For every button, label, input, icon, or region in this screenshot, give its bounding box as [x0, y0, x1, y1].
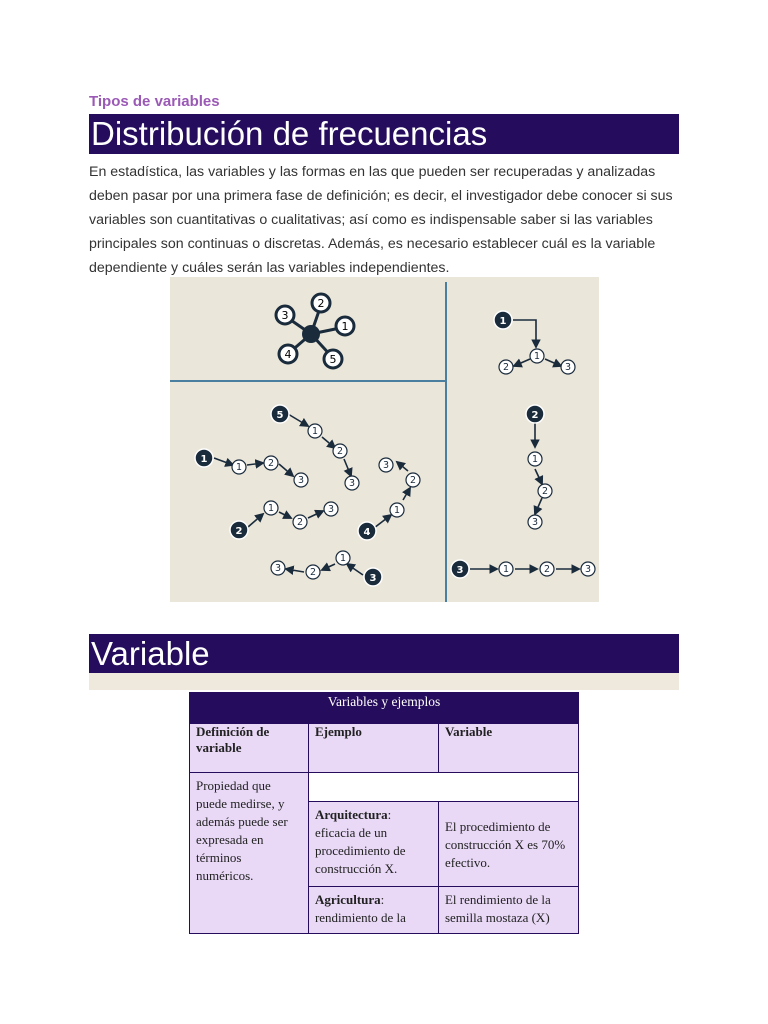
svg-text:2: 2	[531, 410, 539, 421]
svg-text:3: 3	[281, 309, 289, 322]
variable-diagram-figure	[170, 277, 599, 602]
svg-text:3: 3	[274, 563, 282, 574]
svg-text:2: 2	[317, 297, 325, 310]
example-text: : eficacia de un procedimiento de construcción X.	[314, 807, 406, 876]
page-title: Distribución de frecuencias	[89, 114, 679, 154]
table-row-variable: El rendimiento de la semilla mostaza (X)	[438, 887, 578, 934]
svg-text:1: 1	[200, 454, 208, 465]
svg-text:5: 5	[329, 353, 337, 366]
table-row-variable: El procedimiento de construcción X es 70% efectivo.	[438, 802, 578, 887]
svg-text:1: 1	[502, 564, 510, 575]
variables-table	[189, 692, 579, 934]
svg-text:1: 1	[393, 505, 401, 516]
svg-text:3: 3	[584, 564, 592, 575]
svg-text:1: 1	[341, 320, 349, 333]
svg-text:1: 1	[235, 462, 243, 473]
field-name: Arquitectura	[314, 807, 388, 822]
svg-text:1: 1	[267, 503, 275, 514]
svg-text:1: 1	[339, 553, 347, 564]
svg-text:5: 5	[276, 410, 284, 421]
svg-text:2: 2	[309, 567, 317, 578]
table-header-variable: Variable	[438, 724, 578, 773]
svg-text:3: 3	[382, 460, 390, 471]
definition-cell: Propiedad que puede medirse, y además puede ser expresada en términos numéricos.	[190, 773, 309, 934]
svg-text:2: 2	[409, 475, 417, 486]
section-title-variable: Variable	[89, 634, 679, 673]
svg-text:3: 3	[564, 362, 572, 373]
svg-text:2: 2	[541, 486, 549, 497]
svg-text:2: 2	[296, 517, 304, 528]
svg-text:2: 2	[267, 458, 275, 469]
table-row-example	[308, 802, 438, 887]
svg-text:3: 3	[456, 565, 464, 576]
svg-text:3: 3	[297, 475, 305, 486]
example-text: : rendimiento de la	[314, 892, 406, 925]
section-subtitle: Tipos de variables	[89, 93, 220, 110]
field-name: Agricultura	[314, 892, 381, 907]
svg-text:2: 2	[235, 526, 243, 537]
svg-text:4: 4	[363, 527, 371, 538]
svg-text:3: 3	[348, 478, 356, 489]
svg-text:2: 2	[502, 362, 510, 373]
svg-text:3: 3	[369, 573, 377, 584]
svg-text:2: 2	[543, 564, 551, 575]
svg-text:4: 4	[284, 348, 292, 361]
svg-text:3: 3	[327, 504, 335, 515]
blank-cell	[308, 773, 578, 802]
intro-paragraph: En estadística, las variables y las formas en las que pueden ser recuperadas y analizadas deben pasar por una primera fase de definición; es decir, el investigador debe conocer si sus variables son cuantitativas o cualitativas; así como es indispensable saber si las variables principales son continuas o discretas. Además, es necesario establecer cuál es la variable dependiente y cuáles serán las variables independientes.	[89, 164, 673, 276]
svg-text:3: 3	[531, 517, 539, 528]
svg-text:1: 1	[531, 454, 539, 465]
svg-text:2: 2	[336, 446, 344, 457]
svg-text:1: 1	[499, 316, 507, 327]
table-row-example	[308, 887, 438, 934]
table-caption: Variables y ejemplos	[190, 693, 579, 724]
table-header-example: Ejemplo	[308, 724, 438, 773]
table-header-definition: Definición de variable	[190, 724, 309, 773]
svg-text:1: 1	[311, 426, 319, 437]
section-divider-strip	[89, 673, 679, 690]
svg-text:1: 1	[533, 351, 541, 362]
